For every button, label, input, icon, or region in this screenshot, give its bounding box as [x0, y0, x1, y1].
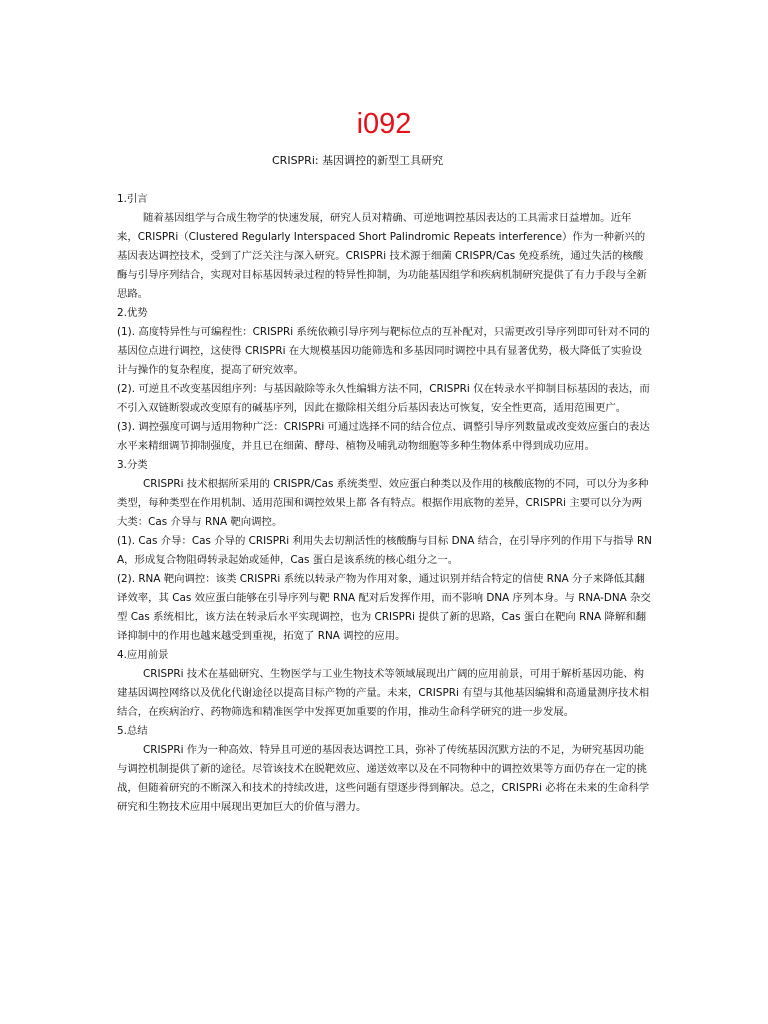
- paragraph: (1). Cas 介导：Cas 介导的 CRISPRi 利用失去切割活性的核酸酶与目标 DNA 结合，在引导序列的作用下与指导 RNA，形成复合物阻碍转录起始或延伸，Cas 蛋白是该系统的核心组分之一。: [117, 535, 652, 566]
- section-heading: 3.分类: [117, 459, 148, 471]
- paragraph: CRISPRi 技术根据所采用的 CRISPR/Cas 系统类型、效应蛋白种类以及作用的核酸底物的不同，可以分为多种类型，每种类型在作用机制、适用范围和调控效果上都 各有特点。根据作用底物的差异，CRISPRi 主要可以分为两大类：Cas 介导与 RNA 靶向调控。: [117, 478, 649, 528]
- section-heading: 1.引言: [117, 193, 148, 205]
- document-subtitle: CRISPRi: 基因调控的新型工具研究: [272, 154, 444, 167]
- paragraph: (2). RNA 靶向调控：该类 CRISPRi 系统以转录产物为作用对象，通过识别并结合特定的信使 RNA 分子来降低其翻译效率，其 Cas 效应蛋白能够在引导序列与靶 RNA 配对后发挥作用，而不影响 DNA 序列本身。与 RNA-DNA 杂交型 Cas 系统相比，该方法在转录后水平实现调控，也为 CRISPRi 提供了新的思路，Cas 蛋白在靶向 RNA 降解和翻译抑制中的作用也越来越受到重视，拓宽了 RNA 调控的应用。: [117, 573, 651, 642]
- paragraph: (3). 调控强度可调与适用物种广泛：CRISPRi 可通过选择不同的结合位点、调整引导序列数量或改变效应蛋白的表达水平来精细调节抑制强度，并且已在细菌、酵母、植物及哺乳动物细胞等多种生物体系中得到成功应用。: [117, 421, 650, 452]
- paragraph: CRISPRi 技术在基础研究、生物医学与工业生物技术等领域展现出广阔的应用前景，可用于解析基因功能、构建基因调控网络以及优化代谢途径以提高目标产物的产量。未来，CRISPRi 有望与其他基因编辑和高通量测序技术相结合，在疾病治疗、药物筛选和精准医学中发挥更加重要的作用，推动生命科学研究的进一步发展。: [117, 668, 650, 718]
- section-heading: 2.优势: [117, 307, 148, 319]
- document-body: [117, 190, 652, 817]
- paragraph: 随着基因组学与合成生物学的快速发展，研究人员对精确、可逆地调控基因表达的工具需求日益增加。近年来，CRISPRi（Clustered Regularly Interspaced Short Palindromic Repeats interference）作为一种新兴的基因表达调控技术，受到了广泛关注与深入研究。CRISPRi 技术源于细菌 CRISPR/Cas 免疫系统，通过失活的核酸酶与引导序列结合，实现对目标基因转录过程的特异性抑制，为功能基因组学和疾病机制研究提供了有力手段与全新思路。: [117, 212, 647, 300]
- section-heading: 5.总结: [117, 725, 148, 737]
- paragraph: (1). 高度特异性与可编程性：CRISPRi 系统依赖引导序列与靶标位点的互补配对，只需更改引导序列即可针对不同的基因位点进行调控，这使得 CRISPRi 在大规模基因功能筛选和多基因同时调控中具有显著优势，极大降低了实验设计与操作的复杂程度，提高了研究效率。: [117, 326, 650, 376]
- paragraph: (2). 可逆且不改变基因组序列：与基因敲除等永久性编辑方法不同，CRISPRi 仅在转录水平抑制目标基因的表达，而不引入双链断裂或改变原有的碱基序列，因此在撤除相关组分后基因表达可恢复，安全性更高，适用范围更广。: [117, 383, 650, 414]
- paragraph: CRISPRi 作为一种高效、特异且可逆的基因表达调控工具，弥补了传统基因沉默方法的不足，为研究基因功能与调控机制提供了新的途径。尽管该技术在脱靶效应、递送效率以及在不同物种中的调控效果等方面仍存在一定的挑战，但随着研究的不断深入和技术的持续改进，这些问题有望逐步得到解决。总之，CRISPRi 必将在未来的生命科学研究和生物技术应用中展现出更加巨大的价值与潜力。: [117, 744, 650, 813]
- document-title: i092: [356, 108, 412, 140]
- section-heading: 4.应用前景: [117, 649, 169, 661]
